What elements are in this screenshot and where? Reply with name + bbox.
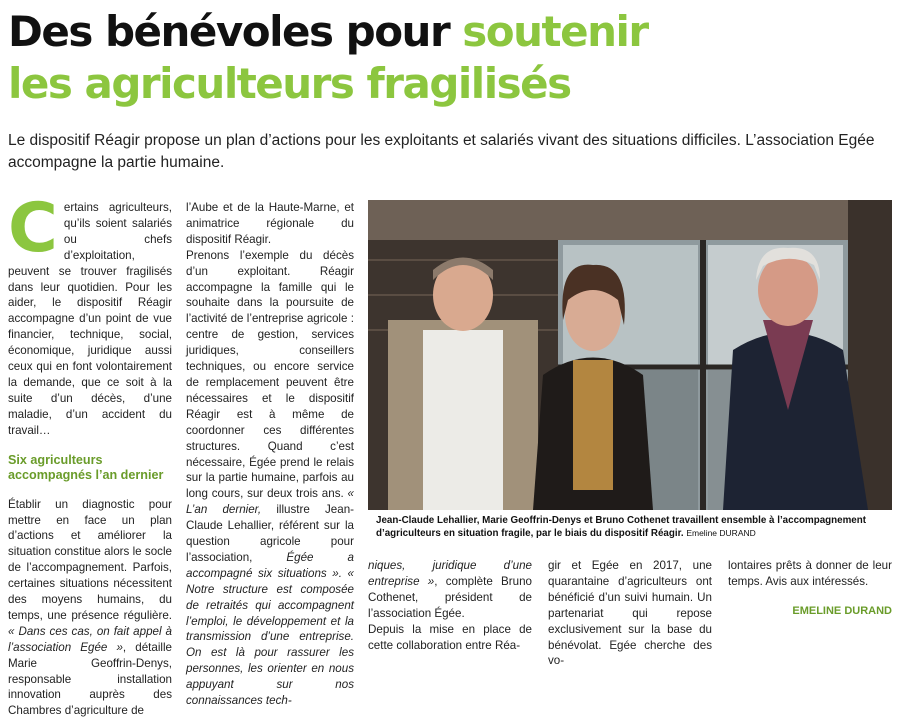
headline-part1: Des bénévoles pour <box>8 7 463 56</box>
paragraph-volontaires: lontaires prêts à donner de leur temps. Avis aux intéressés. <box>728 559 892 588</box>
author-byline: EMELINE DURAND <box>792 604 892 617</box>
article-photo <box>368 200 892 510</box>
photo-caption-text: Jean-Claude Lehallier, Marie Geoffrin-Denys et Bruno Cothenet travaillent ensemble à l’accompagnement d’agriculteurs en situation fragile, par le biais du dispositif Réagir. <box>376 515 866 539</box>
paragraph-diagnostic-end: , détaille Marie Geoffrin-Denys, responsable installation innovation auprès des Chambres d’agriculture de <box>8 640 172 718</box>
paragraph-exemple-attrib: illustre Jean-Claude Lehallier, référent sur la question agricole pour l’association, <box>186 503 355 564</box>
headline-part3: les agriculteurs fragilisés <box>8 59 571 108</box>
paragraph-exemple <box>186 248 354 709</box>
quote-techniques: niques, juridique d’une entreprise » <box>368 559 532 588</box>
paragraph-diagnostic-text: Établir un diagnostic pour mettre en face un plan d’actions et améliorer la situation constitue alors le socle de l’accompagnement. Parfois, certaines situations nécessitent des moyens humains, du temps, une présence régulière. <box>8 497 172 622</box>
paragraph-diagnostic <box>8 497 172 719</box>
headline-part2: soutenir <box>462 7 648 56</box>
photo-caption <box>376 514 888 540</box>
quote-six-situations: Égée a accompagné six situations ». <box>186 550 354 580</box>
paragraph-cothenet <box>368 558 532 622</box>
quote-structure: « Notre structure est composée de retraités qui accompagnent l’emploi, le développement et la transmission d’une entreprise. On est là pour rassurer les personnes, les orienter en nous appuyant sur nos connaissances tech- <box>186 566 355 708</box>
drop-cap: C <box>8 189 58 268</box>
headline <box>8 6 898 110</box>
article-column-3 <box>368 558 532 655</box>
paragraph-intro-text: ertains agriculteurs, qu’ils soient salariés ou chefs d’exploitation, peuvent se trouver fragilisés dans leur quotidien. Pour les aider, le dispositif Réagir accompagne d’un point de vue financier, technique, social, économique, juridique aussi ceux qui en font volontairement la demande, que ce soit à la suite d’un décès, d’une maladie, d’un accident du travail… <box>8 201 172 437</box>
lede: Le dispositif Réagir propose un plan d’actions pour les exploitants et salariés vivant des situations difficiles. L’association Egée accompagne la partie humaine. <box>8 132 875 171</box>
photo-illustration <box>368 200 892 510</box>
quote-egee: « Dans ces cas, on fait appel à l’association Egée » <box>8 624 172 654</box>
article-column-4 <box>548 558 712 668</box>
article-column-1 <box>8 189 172 718</box>
quote-lan-dernier: « L’an dernier, <box>186 487 354 517</box>
paragraph-collaboration: Depuis la mise en place de cette collaboration entre Réa- <box>368 622 532 652</box>
article-column-2 <box>186 200 355 708</box>
section-subhead: Six agriculteurs accompagnés l’an dernier <box>8 452 164 482</box>
article-column-5 <box>728 558 892 655</box>
paragraph-cothenet-text: , complète Bruno Cothenet, président de l’association Égée. <box>368 574 532 620</box>
paragraph-exemple-text: Prenons l’exemple du décès d’un exploitant. Réagir accompagne la famille qui le souhaite dans la poursuite de l’activité de l’entreprise agricole : centre de gestion, services juridiques, conseillers techniques, ou encore service de remplacement peuvent être nécessaires et le dispositif Réagir est à même de coordonner ces différentes structures. Quand c’est nécessaire, Égée prend le relais sur la partie humaine, parfois au long cours, sur deux trois ans. <box>186 248 354 501</box>
photo-credit: Emeline DURAND <box>686 528 756 538</box>
paragraph-aube: l’Aube et de la Haute-Marne, et animatrice régionale du dispositif Réagir. <box>186 201 354 246</box>
paragraph-intro <box>8 189 172 439</box>
paragraph-partenariat: gir et Egée en 2017, une quarantaine d’agriculteurs ont bénéficié d’un suivi humain. Un partenariat qui repose exclusivement sur la base du bénévolat. Egée cherche des vo- <box>548 559 712 668</box>
